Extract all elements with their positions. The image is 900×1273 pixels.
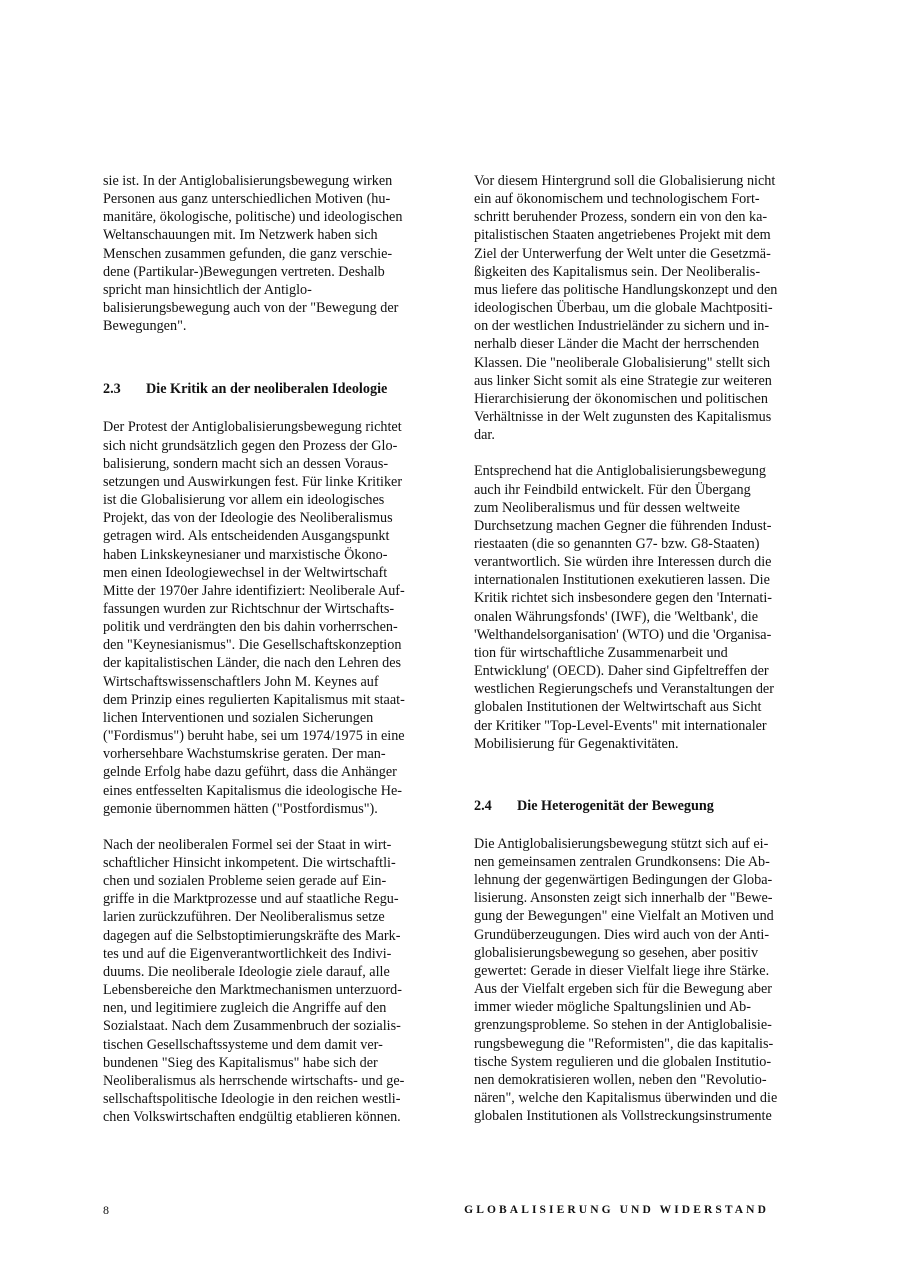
section-number: 2.4 (474, 797, 492, 814)
section-title: Die Heterogenität der Bewegung (517, 797, 714, 814)
section-number: 2.3 (103, 381, 121, 398)
left-paragraph-2: Der Protest der Antiglobalisierungsbewegung richtet sich nicht grundsätzlich gegen den Prozess der Glo- balisierung, sondern macht sich an dessen Voraus- setzungen und Auswirkungen fest. Für linke Kritiker ist die Globalisierung vor allem ein ideologisches Projekt, das von der Ideologie des Neoliberalismus getragen wird. Als entscheidenden Ausgangspunkt haben Linkskeynesianer und marxistische Ökono- men einen Ideologiewechsel in der Weltwirtschaft Mitte der 1970er Jahre identifiziert: Neoliberale Auf- fassungen wurden zur Richtschnur der Wirtschafts- politik und verdrängten den bis dahin vorherrschen- den "Keynesianismus". Die Gesellschaftskonzeption der kapitalistischen Länder, die nach den Lehren des Wirtschaftswissenschaftlers John M. Keynes auf dem Prinzip eines regulierten Kapitalismus mit staat- lichen Interventionen und sozialen Sicherungen ("Fordismus") beruht habe, sei um 1974/1975 in eine vorhersehbare Wachstumskrise geraten. Der man- gelnde Erfolg habe dazu geführt, dass die Anhänger eines entfesselten Kapitalismus die ideologische He- gemonie übernommen hätten ("Postfordismus"). (103, 419, 405, 817)
left-paragraph-3: Nach der neoliberalen Formel sei der Staat in wirt- schaftlicher Hinsicht inkompetent. Die wirtschaftli- chen und sozialen Probleme seien gerade auf Ein- griffe in die Marktprozesse und auf staatliche Regu- larien zurückzuführen. Der Neoliberalismus setze dagegen auf die Selbstoptimierungskräfte des Mark- tes und auf die Eigenverantwortlichkeit des Indivi- duums. Die neoliberale Ideologie ziele darauf, alle Lebensbereiche den Marktmechanismen unterzuord- nen, und legitimiere zugleich die Angriffe auf den Sozialstaat. Nach dem Zusammenbruch der sozialis- tischen Gesellschaftssysteme und dem damit ver- bundenen "Sieg des Kapitalismus" habe sich der Neoliberalismus als herrschende wirtschafts- und ge- sellschaftspolitische Ideologie in den reichen westli- chen Volkswirtschaften endgültig etablieren können. (103, 836, 405, 1126)
right-paragraph-2: Entsprechend hat die Antiglobalisierungsbewegung auch ihr Feindbild entwickelt. Für den Übergang zum Neoliberalismus und für dessen weltweite Durchsetzung machen Gegner die führenden Indust- riestaaten (die so genannten G7- bzw. G8-Staaten) verantwortlich. Sie würden ihre Interessen durch die internationalen Institutionen exekutieren lassen. Die Kritik richtet sich insbesondere gegen den 'Internati- onalen Währungsfonds' (IWF), die 'Weltbank', die 'Welthandelsorganisation' (WTO) und die 'Organisa- tion für wirtschaftliche Zusammenarbeit und Entwicklung' (OECD). Daher sind Gipfeltreffen der westlichen Regierungschefs und Veranstaltungen der globalen Institutionen der Weltwirtschaft aus Sicht der Kritiker "Top-Level-Events" mit internationaler Mobilisierung für Gegenaktivitäten. (474, 463, 774, 752)
section-title: Die Kritik an der neoliberalen Ideologie (146, 381, 388, 398)
right-paragraph-1: Vor diesem Hintergrund soll die Globalisierung nicht ein auf ökonomischem und technologischem Fort- schritt beruhender Prozess, sondern ein von den ka- pitalistischen Staaten angetriebenes Projekt mit dem Ziel der Unterwerfung der Welt unter die Gesetzmä- ßigkeiten des Kapitalismus sein. Der Neoliberalis- mus liefere das politische Handlungskonzept und den ideologischen Überbau, um die globale Machtpositi- on der westlichen Industrieländer zu sichern und in- nerhalb dieser Länder die Macht der herrschenden Klassen. Die "neoliberale Globalisierung" stellt sich aus linker Sicht somit als eine Strategie zur weiteren Hierarchisierung der ökonomischen und politischen Verhältnisse in der Welt zugunsten des Kapitalismus dar. (474, 173, 778, 444)
section-heading-2-3 (103, 380, 431, 398)
left-paragraph-1: sie ist. In der Antiglobalisierungsbewegung wirken Personen aus ganz unterschiedlichen Motiven (hu- manitäre, ökologische, politische) und ideologischen Weltanschauungen mit. Im Netzwerk haben sich Menschen zusammen gefunden, die ganz verschie- dene (Partikular-)Bewegungen vertreten. Deshalb spricht man hinsichtlich der Antiglo- balisierungsbewegung auch von der "Bewegung der Bewegungen". (103, 173, 403, 335)
left-column (103, 172, 431, 1126)
section-heading-2-4 (474, 797, 804, 815)
right-paragraph-3: Die Antiglobalisierungsbewegung stützt sich auf ei- nen gemeinsamen zentralen Grundkonsens: Die Ab- lehnung der gegenwärtigen Bedingungen der Globa- lisierung. Ansonsten zeigt sich innerhalb der "Bewe- gung der Bewegungen" eine Vielfalt an Motiven und Grundüberzeugungen. Dies wird auch von der Anti- globalisierungsbewegung so gesehen, aber positiv gewertet: Gerade in dieser Vielfalt liege ihre Stärke. Aus der Vielfalt ergeben sich für die Bewegung aber immer wieder mögliche Spaltungslinien und Ab- grenzungsprobleme. So stehen in der Antiglobalisie- rungsbewegung die "Reformisten", die das kapitalis- tische System regulieren und die globalen Institutio- nen demokratisieren wollen, neben den "Revolutio- nären", welche den Kapitalismus überwinden und die globalen Institutionen als Vollstreckungsinstrumente (474, 835, 778, 1125)
page-number: 8 (103, 1203, 109, 1217)
right-column (474, 172, 804, 1125)
running-title: GLOBALISIERUNG UND WIDERSTAND (464, 1204, 769, 1216)
